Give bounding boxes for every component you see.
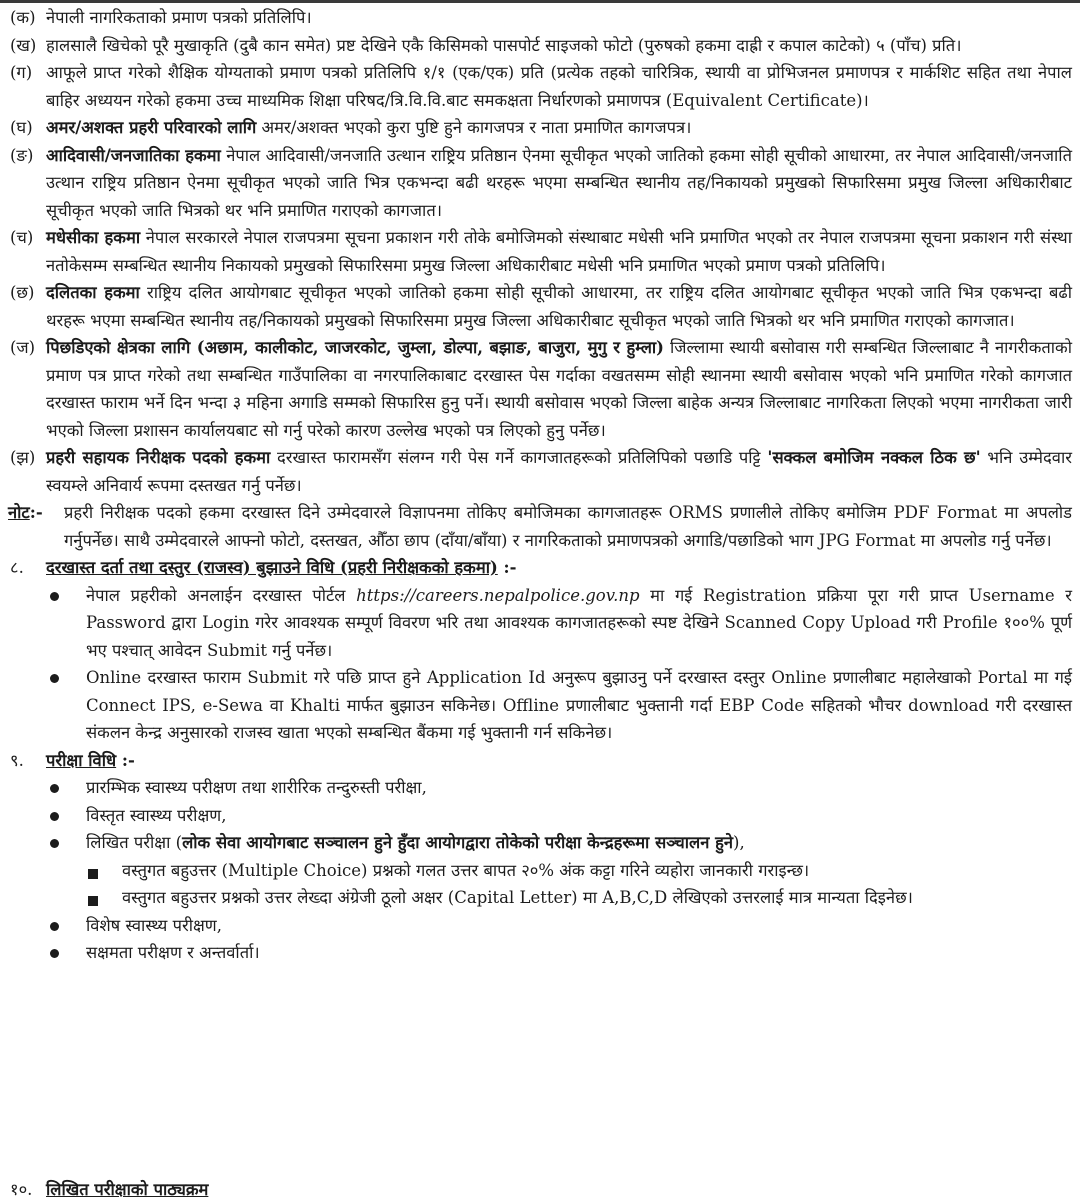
section-9-bullet — [0, 829, 1080, 857]
bullet-icon — [50, 812, 59, 821]
item-heading: दलितका हकमा — [46, 283, 140, 302]
section-9-bullet — [0, 774, 1080, 802]
item-heading: आदिवासी/जनजातिका हकमा — [46, 145, 221, 165]
bullet-icon — [50, 839, 59, 848]
item-text: जिल्लामा स्थायी बसोवास गरी सम्बन्धित जिल्लाबाट नै नागरीकताको प्रमाण पत्र प्राप्त गरेको तथा सम्बन्धित गाउँपालिका वा नगरपालिकाबाट दरखास्त पेस गर्दाका वखतसम्म सोही स्थानमा स्थायी बसोवास भएको भनि प्रमाणित गरेको कागजात दरखास्त फाराम भर्ने दिन भन्दा ३ महिना अगाडि सम्मको सिफारिस हुनु पर्ने। स्थायी बसोवास भएको जिल्ला बाहेक अन्यत्र जिल्लाबाट नागरिकता लिएको भएमा नागरीकता जारी भएको जिल्ला प्रशासन कार्यालयबाट सो गर्नु परेको कारण उल्लेख भएको पत्र लिएको हुनु पर्नेछ। — [46, 338, 1072, 440]
portal-link[interactable]: https://careers.nepalpolice.gov.np — [356, 585, 640, 605]
section-title: दरखास्त दर्ता तथा दस्तुर (राजस्व) बुझाउने विधि (प्रहरी निरीक्षकको हकमा) — [46, 558, 498, 577]
bullet-text: विस्तृत स्वास्थ्य परीक्षण, — [86, 805, 227, 825]
bullet-icon — [50, 949, 59, 958]
item-text: अमर/अशक्त भएको कुरा पुष्टि हुने कागजपत्र र नाता प्रमाणित कागजपत्र। — [256, 118, 692, 137]
item-text: नेपाल आदिवासी/जनजाति उत्थान राष्ट्रिय प्रतिष्ठान ऐनमा सूचीकृत भएको जातिको हकमा सोही सूचीको आधारमा, तर नेपाल आदिवासी/जनजाति उत्थान राष्ट्रिय प्रतिष्ठान ऐनमा सूचीकृत भएको जाति भित्र एकभन्दा बढी थरहरू भएमा सम्बन्धित स्थानीय तह/निकायको प्रमुखको सिफारिसमा प्रमुख जिल्ला अधिकारीबाट सूचीकृत भएको जाति भित्रको थर भनि प्रमाणित गराएको कागजात। — [46, 145, 1072, 220]
square-bullet-icon — [88, 896, 98, 906]
item-quote: 'सक्कल बमोजिम नक्कल ठिक छ' — [767, 448, 981, 467]
item-heading: अमर/अशक्त प्रहरी परिवारको लागि — [46, 118, 257, 137]
bullet-bold: लोक सेवा आयोगबाट सञ्चालन हुने हुँदा आयोगद्वारा तोकेको परीक्षा केन्द्रहरूमा सञ्चालन हुने — [182, 833, 734, 852]
note-label: नोट:- — [8, 503, 43, 522]
item-heading: पिछडिएको क्षेत्रका लागि (अछाम, कालीकोट, जाजरकोट, जुम्ला, डोल्पा, बझाङ, बाजुरा, मुगु र हुम्ला) — [46, 338, 664, 357]
section-8-bullet — [0, 664, 1080, 747]
section-9-sub-bullet — [0, 857, 1080, 885]
doc-item-jha — [0, 444, 1080, 499]
bullet-icon — [50, 784, 59, 793]
doc-item-cha — [0, 224, 1080, 279]
item-marker: (ख) — [10, 35, 37, 55]
section-title: परीक्षा विधि — [46, 750, 117, 770]
doc-item-ka — [0, 4, 1080, 32]
bullet-text: नेपाल प्रहरीको अनलाईन दरखास्त पोर्टल — [86, 585, 357, 605]
section-number: १०. — [10, 1180, 33, 1199]
section-title: लिखित परीक्षाको पाठ्यक्रम — [46, 1180, 209, 1199]
item-text: नेपाली नागरिकताको प्रमाण पत्रको प्रतिलिपि। — [46, 8, 312, 27]
section-9-bullet — [0, 939, 1080, 967]
bullet-icon — [50, 922, 59, 931]
item-marker: (छ) — [10, 283, 35, 302]
item-text-2: भनि उम्मेदवार स्वयम्ले अनिवार्य रूपमा दस्तखत गर्नु पर्नेछ। — [46, 448, 1073, 495]
item-text: नेपाल सरकारले नेपाल राजपत्रमा सूचना प्रकाशन गरी तोके बमोजिमको संस्थाबाट मधेसी भनि प्रमाणित भएको तर नेपाल राजपत्रमा सूचना प्रकाशन गरी संस्था नतोकेसम्म सम्बन्धित स्थानीय निकायको प्रमुखको सिफारिसमा प्रमुख जिल्ला अधिकारीबाट मधेसी भनि प्रमाणित भएको प्रमाण पत्रको प्रतिलिपि। — [46, 228, 1072, 275]
doc-item-gha — [0, 114, 1080, 142]
bullet-text: Online दरखास्त फाराम Submit गरे पछि प्राप्त हुने Application Id अनुरूप बुझाउनु पर्ने दरखास्त दस्तुर Online प्रणालीबाट महालेखाको Portal मा गई Connect IPS, e-Sewa वा Khalti मार्फत बुझाउन सकिनेछ। Offline प्रणालीबाट भुक्तानी गर्दा EBP Code सहितको भौचर download गरी दरखास्त संकलन केन्द्र अनुसारको राजस्व खाता भएको सम्बन्धित बैंकमा गई भुक्तानी गर्न सकिनेछ। — [86, 668, 1072, 742]
section-9-bullet — [0, 912, 1080, 940]
item-text: राष्ट्रिय दलित आयोगबाट सूचीकृत भएको जातिको हकमा सोही सूचीको आधारमा, तर राष्ट्रिय दलित आयोगबाट सूचीकृत भएको जाति भित्र एकभन्दा बढी थरहरू भएमा सम्बन्धित स्थानीय तह/निकायको प्रमुखको सिफारिसमा प्रमुख जिल्ला अधिकारीबाट सूचीकृत भएको जाति भित्रको थर भनि प्रमाणित गराएको कागजात। — [46, 283, 1072, 330]
section-9-bullet — [0, 802, 1080, 830]
bullet-text: सक्षमता परीक्षण र अन्तर्वार्ता। — [86, 943, 260, 962]
bullet-text-post: ), — [733, 833, 745, 852]
square-bullet-icon — [88, 869, 98, 879]
item-heading: प्रहरी सहायक निरीक्षक पदको हकमा — [46, 448, 271, 467]
top-border — [0, 0, 1080, 3]
bullet-icon — [50, 592, 59, 601]
document-page — [0, 4, 1080, 967]
section-9-heading — [0, 747, 1080, 775]
section-10-heading — [0, 1176, 1080, 1204]
doc-item-chha — [0, 279, 1080, 334]
item-text: आफूले प्राप्त गरेको शैक्षिक योग्यताको प्रमाण पत्रको प्रतिलिपि १/१ (एक/एक) प्रति (प्रत्येक तहको चारित्रिक, स्थायी वा प्रोभिजनल प्रमाणपत्र र मार्कशिट सहित तथा नेपाल बाहिर अध्ययन गरेको हकमा उच्च माध्यमिक शिक्षा परिषद/त्रि.वि.वि.बाट समकक्षता निर्धारणको प्रमाणपत्र (Equivalent Certificate)। — [46, 63, 1072, 110]
section-suffix: :- — [116, 750, 135, 770]
section-number: ९. — [10, 750, 24, 770]
section-suffix: :- — [497, 558, 517, 577]
item-marker: (ज) — [10, 338, 36, 357]
bullet-text: विशेष स्वास्थ्य परीक्षण, — [86, 915, 222, 935]
bullet-text-post: मा गई Registration प्रक्रिया पूरा गरी प्राप्त Username र Password द्वारा Login गरेर आवश्यक सम्पूर्ण विवरण भरि तथा आवश्यक कागजातहरूको स्पष्ट देखिने Scanned Copy Upload गरी Profile १००% पूर्ण भए पश्चात् आवेदन Submit गर्नु पर्नेछ। — [86, 585, 1072, 660]
item-heading: मधेसीका हकमा — [46, 228, 141, 247]
doc-item-ja — [0, 334, 1080, 444]
item-marker: (घ) — [10, 118, 33, 137]
item-text: दरखास्त फारामसँग संलग्न गरी पेस गर्ने कागजातहरूको प्रतिलिपिको पछाडि पट्टि — [270, 448, 768, 467]
item-marker: (ङ) — [10, 145, 34, 165]
sub-bullet-text: वस्तुगत बहुउत्तर प्रश्नको उत्तर लेख्दा अंग्रेजी ठूलो अक्षर (Capital Letter) मा A,B,C,D लेखिएको उत्तरलाई मात्र मान्यता दिइनेछ। — [122, 888, 913, 907]
item-text: हालसालै खिचेको पूरै मुखाकृति (दुबै कान समेत) प्रष्ट देखिने एकै किसिमको पासपोर्ट साइजको फोटो (पुरुषको हकमा दाह्री र कपाल काटेको) ५ (पाँच) प्रति। — [46, 35, 962, 55]
section-number: ८. — [10, 558, 24, 577]
note-text: प्रहरी निरीक्षक पदको हकमा दरखास्त दिने उम्मेदवारले विज्ञापनमा तोकिए बमोजिमका कागजातहरू ORMS प्रणालीले तोकिए बमोजिम PDF Format मा अपलोड गर्नुपर्नेछ। साथै उम्मेदवारले आफ्नो फोटो, दस्तखत, औँठा छाप (दाँया/बाँया) र नागरिकताको प्रमाणपत्रको अगाडि/पछाडिको भाग JPG Format मा अपलोड गर्नु पर्नेछ। — [64, 503, 1072, 550]
item-marker: (च) — [10, 228, 34, 247]
section-9-sub-bullet — [0, 884, 1080, 912]
item-marker: (क) — [10, 8, 36, 27]
doc-item-kha — [0, 32, 1080, 60]
doc-item-ga — [0, 59, 1080, 114]
section-8-heading — [0, 554, 1080, 582]
bullet-text: लिखित परीक्षा ( — [86, 833, 183, 852]
item-marker: (झ) — [10, 448, 36, 467]
section-8-bullet — [0, 582, 1080, 665]
doc-item-nga — [0, 142, 1080, 225]
bullet-text: प्रारम्भिक स्वास्थ्य परीक्षण तथा शारीरिक तन्दुरुस्ती परीक्षा, — [86, 778, 427, 797]
sub-bullet-text: वस्तुगत बहुउत्तर (Multiple Choice) प्रश्नको गलत उत्तर बापत २०% अंक कट्टा गरिने व्यहोरा जानकारी गराइन्छ। — [122, 860, 810, 880]
bullet-icon — [50, 674, 59, 683]
item-marker: (ग) — [10, 63, 33, 82]
note-block — [0, 499, 1080, 554]
clipped-next-section — [0, 1176, 1080, 1199]
